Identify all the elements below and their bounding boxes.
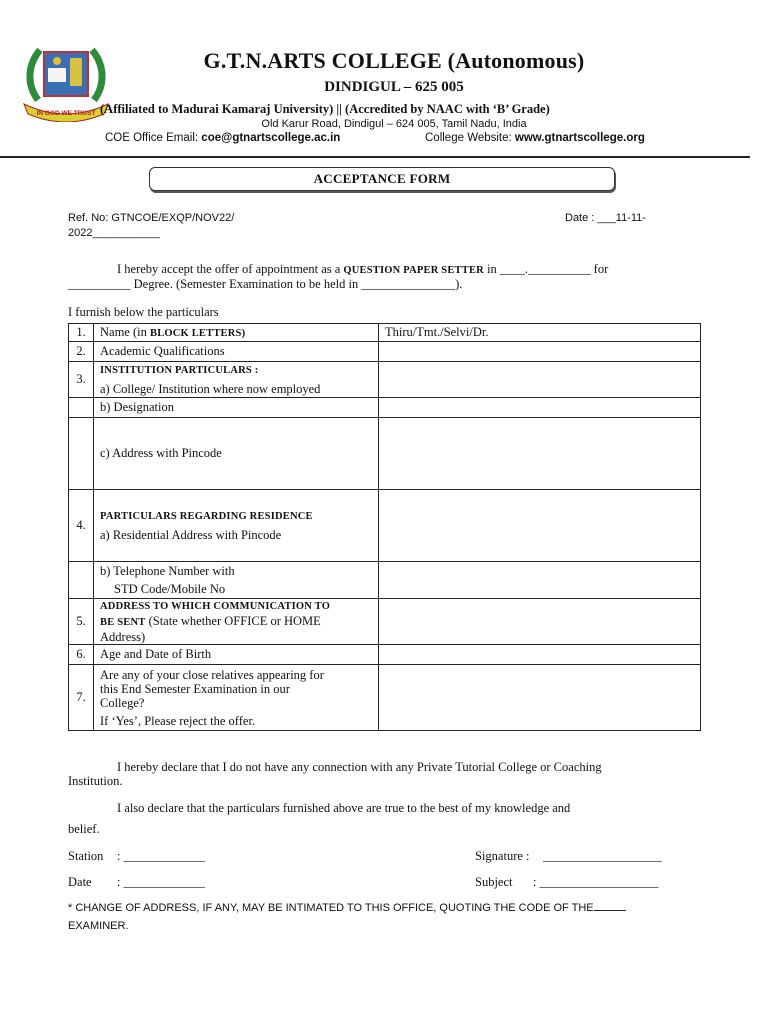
- row-label-relatives: [94, 665, 379, 731]
- section-heading: ADDRESS TO WHICH COMMUNICATION TO: [100, 600, 331, 612]
- station-label: Station: [68, 849, 104, 863]
- declaration-2-line2: belief.: [68, 822, 100, 836]
- website-line: [425, 132, 645, 144]
- row-number: 4.: [69, 490, 94, 562]
- signature-field[interactable]: ___________________: [543, 849, 662, 863]
- table-row: [69, 418, 701, 490]
- institution-field[interactable]: [379, 362, 701, 398]
- footnote-text: * CHANGE OF ADDRESS, IF ANY, MAY BE INTIMATED TO THIS OFFICE, QUOTING THE CODE OF THE: [68, 902, 594, 914]
- row-number: 3.: [69, 362, 94, 398]
- label-text: STD Code/Mobile No: [114, 582, 226, 596]
- particulars-table: [68, 323, 701, 731]
- table-row: [69, 324, 701, 342]
- office-address-field[interactable]: [379, 418, 701, 490]
- website-value: www.gtnartscollege.org: [514, 132, 645, 144]
- row-label-communication-address: [94, 599, 379, 645]
- label-text: this End Semester Examination in our: [100, 681, 290, 696]
- table-row: [69, 645, 701, 665]
- role-text: QUESTION PAPER SETTER: [343, 265, 484, 276]
- affiliation-line: (Affiliated to Madurai Kamaraj University) || (Accredited by NAAC with ‘B’ Grade): [100, 102, 550, 116]
- email-label: COE Office Email:: [105, 132, 202, 144]
- footnote-line2: EXAMINER.: [68, 920, 129, 932]
- label-text: b) Telephone Number with: [100, 564, 235, 578]
- row-label-qualifications: Academic Qualifications: [94, 342, 379, 362]
- table-row: [69, 398, 701, 418]
- table-row: [69, 342, 701, 362]
- label-text: a) College/ Institution where now employed: [100, 381, 321, 396]
- website-label: College Website:: [425, 132, 515, 144]
- declaration-1-line2: Institution.: [68, 774, 123, 788]
- row-label-name: [94, 324, 379, 342]
- acceptance-statement-line1: [117, 262, 608, 277]
- subject-field[interactable]: : ___________________: [533, 875, 659, 889]
- ref-number: Ref. No: GTNCOE/EXQP/NOV22/: [68, 212, 235, 224]
- declaration-1-line1: I hereby declare that I do not have any connection with any Private Tutorial College or Coaching: [117, 760, 602, 774]
- row-number: [69, 562, 94, 599]
- row-number: 2.: [69, 342, 94, 362]
- date-sign-label: Date: [68, 875, 92, 889]
- date-label: Date :: [565, 212, 595, 224]
- row-label-office-address: c) Address with Pincode: [94, 418, 379, 490]
- college-city: DINDIGUL – 625 005: [324, 79, 464, 95]
- section-heading: INSTITUTION PARTICULARS :: [100, 364, 259, 376]
- college-name: G.T.N.ARTS COLLEGE (Autonomous): [203, 48, 585, 73]
- signature-label: Signature :: [475, 849, 530, 863]
- row-label-residence: [94, 490, 379, 562]
- relatives-field[interactable]: [379, 665, 701, 731]
- ref-year: 2022___________: [68, 227, 160, 239]
- label-text: (State whether OFFICE or HOME: [145, 613, 321, 628]
- label-text: a) Residential Address with Pincode: [100, 527, 282, 542]
- acceptance-text: I hereby accept the offer of appointment as a: [117, 262, 344, 276]
- row-label-designation: b) Designation: [94, 398, 379, 418]
- date-value: ___11-11-: [597, 212, 646, 224]
- station-field[interactable]: : _____________: [117, 849, 205, 863]
- acceptance-statement-line2: __________ Degree. (Semester Examination to be held in _______________).: [68, 277, 463, 291]
- row-number: 5.: [69, 599, 94, 645]
- row-number: 1.: [69, 324, 94, 342]
- label-text: Are any of your close relatives appearing for: [100, 667, 324, 682]
- table-row: [69, 599, 701, 645]
- furnish-particulars-text: I furnish below the particulars: [68, 305, 219, 319]
- qualifications-field[interactable]: [379, 342, 701, 362]
- communication-address-field[interactable]: [379, 599, 701, 645]
- row-label-telephone: [94, 562, 379, 599]
- table-row: [69, 562, 701, 599]
- footnote-underline: [594, 910, 626, 911]
- footnote-line1: [68, 902, 626, 914]
- row-number: 7.: [69, 665, 94, 731]
- age-dob-field[interactable]: [379, 645, 701, 665]
- label-text: If ‘Yes’, Please reject the offer.: [100, 713, 256, 728]
- table-row: [69, 490, 701, 562]
- name-field[interactable]: Thiru/Tmt./Selvi/Dr.: [379, 324, 701, 342]
- residential-address-field[interactable]: [379, 490, 701, 562]
- degree-blank-text: in ____.__________ for: [483, 262, 609, 276]
- college-address: Old Karur Road, Dindigul – 624 005, Tamil Nadu, India: [261, 118, 527, 130]
- date-line: [565, 212, 646, 224]
- row-label-age-dob: Age and Date of Birth: [94, 645, 379, 665]
- row-number: [69, 398, 94, 418]
- coe-email-line: [105, 132, 340, 144]
- designation-field[interactable]: [379, 398, 701, 418]
- email-value: coe@gtnartscollege.ac.in: [201, 132, 341, 144]
- header-divider: [0, 156, 750, 158]
- section-heading: BE SENT: [100, 616, 146, 628]
- label-text: Name (in: [100, 325, 150, 339]
- table-row: [69, 665, 701, 731]
- date-sign-field[interactable]: : _____________: [117, 875, 205, 889]
- label-bold-text: BLOCK LETTERS): [149, 328, 246, 339]
- row-label-institution: [94, 362, 379, 398]
- subject-label: Subject: [475, 875, 513, 889]
- form-title: ACCEPTANCE FORM: [149, 167, 615, 191]
- section-heading: PARTICULARS REGARDING RESIDENCE: [100, 510, 313, 522]
- row-number: [69, 418, 94, 490]
- logo-motto: IN GOD WE TRUST: [36, 110, 96, 117]
- table-row: [69, 362, 701, 398]
- row-number: 6.: [69, 645, 94, 665]
- declaration-2-line1: I also declare that the particulars furnished above are true to the best of my knowledge and: [117, 801, 571, 815]
- telephone-field[interactable]: [379, 562, 701, 599]
- label-text: Address): [100, 629, 146, 644]
- label-text: College?: [100, 695, 145, 710]
